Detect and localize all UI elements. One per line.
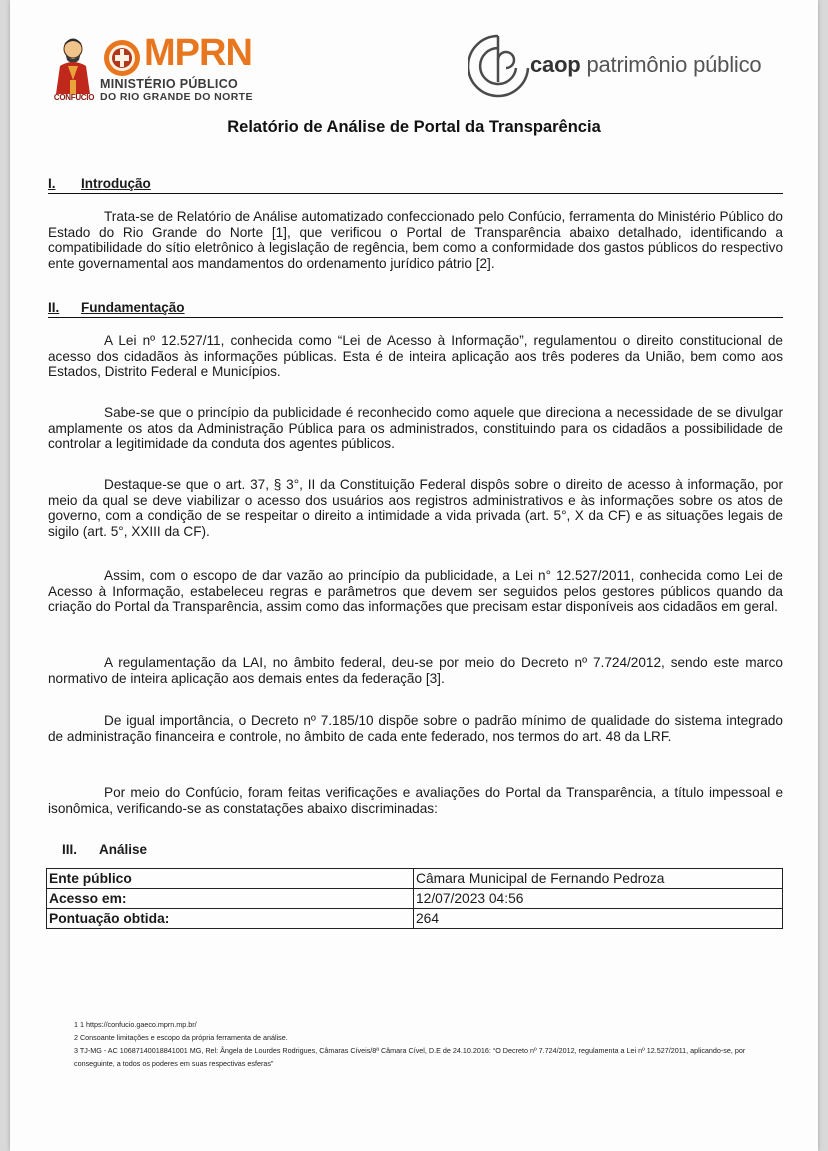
mp-name-line1: MINISTÉRIO PÚBLICO — [100, 77, 239, 91]
table-row — [47, 889, 783, 909]
paragraph: Por meio do Confúcio, foram feitas verificações e avaliações do Portal da Transparência, a título impessoal e isonômica, verificando-se as constatações abaixo discriminadas: — [48, 785, 783, 816]
table-key: Acesso em: — [47, 889, 414, 909]
caop-suffix: patrimônio público — [586, 52, 762, 77]
table-row — [47, 869, 783, 889]
caop-logo — [468, 30, 788, 110]
table-value: 12/07/2023 04:56 — [414, 889, 783, 909]
paragraph: A Lei nº 12.527/11, conhecida como “Lei de Acesso à Informação”, regulamentou o direito constitucional de acesso dos cidadãos às informações públicas. Esta é de inteira aplicação aos três poderes da União, bem como aos Estados, Distrito Federal e Municípios. — [48, 333, 783, 380]
paragraph: Trata-se de Relatório de Análise automatizado confeccionado pelo Confúcio, ferramenta do Ministério Público do Estado do Rio Grande do Norte [1], que verificou o Portal de Transparência abaixo detalhado, identificando a compatibilidade do sítio eletrônico à legislação de regência, bem como a conformidade dos gastos públicos do respectivo ente governamental aos mandamentos do ordenamento jurídico pátrio [2]. — [48, 209, 783, 271]
caop-prefix: caop — [530, 52, 581, 77]
section-number: III. — [62, 842, 78, 857]
table-key: Pontuação obtida: — [47, 909, 414, 929]
footnotes — [74, 1018, 786, 1070]
mprn-brand: MPRN — [144, 32, 252, 74]
table-key: Ente público — [47, 869, 414, 889]
paragraph: Assim, com o escopo de dar vazão ao princípio da publicidade, a Lei n° 12.527/2011, conhecida como Lei de Acesso à Informação, estabeleceu regras e parâmetros que devem ser seguidos pelos gestores públicos quando da criação do Portal da Transparência, assim como das informações que precisam estar disponíveis aos cidadãos em geral. — [48, 568, 783, 615]
section-label: Fundamentação — [81, 300, 185, 315]
header — [10, 0, 818, 110]
section-heading-analise — [62, 842, 147, 857]
table-row — [47, 909, 783, 929]
paragraph: Sabe-se que o princípio da publicidade é reconhecido como aquele que direciona a necessidade de se divulgar amplamente os atos da Administração Pública para os administrados, constituindo para os cidadãos a possibilidade de controlar a legitimidade da conduta dos agentes públicos. — [48, 405, 783, 452]
report-title: Relatório de Análise de Portal da Transparência — [227, 118, 601, 136]
confucio-mascot-icon — [48, 36, 98, 104]
section-number: I. — [48, 176, 56, 191]
paragraph: De igual importância, o Decreto nº 7.185/10 dispõe sobre o padrão mínimo de qualidade do sistema integrado de administração financeira e controle, no âmbito de cada ente federado, nos termos do art. 48 da LRF. — [48, 713, 783, 744]
table-value: Câmara Municipal de Fernando Pedroza — [414, 869, 783, 889]
section-heading-fundamentacao — [48, 300, 783, 318]
footnote: 1 1 https://confucio.gaeco.mprn.mp.br/ — [74, 1020, 197, 1029]
section-label: Análise — [99, 842, 148, 857]
caop-symbol-icon — [468, 30, 538, 106]
footnote: 2 Consoante limitações e escopo da própria ferramenta de análise. — [74, 1033, 288, 1042]
paragraph: Destaque-se que o art. 37, § 3°, II da Constituição Federal dispôs sobre o direito de acesso à informação, por meio da qual se deve viabilizar o acesso dos usuários aos registros administrativos e às informações sobre os atos de governo, com a condição de se respeitar o direito a intimidade a vida privada (art. 5°, X da CF) e as situações legais de sigilo (art. 5°, XXIII da CF). — [48, 477, 783, 539]
analysis-table — [46, 868, 783, 929]
confucio-label: CONFÚCIO — [53, 93, 95, 102]
mprn-logo — [48, 32, 258, 104]
caop-wordmark — [530, 52, 761, 78]
mp-emblem-icon — [102, 38, 142, 78]
footnote: 3 TJ-MG - AC 10687140018841001 MG, Rel: Ângela de Lourdes Rodrigues, Câmaras Cíveis/8ª Câmara Cível, D.E de 24.10.2016: “O Decreto nº 7.724/2012, regulamenta a Lei nº 12.527/2011, aplicando-se, por conseguinte, a todos os poderes em suas respectivas esferas” — [74, 1046, 746, 1068]
section-heading-introducao — [48, 176, 783, 194]
mp-name-line2: DO RIO GRANDE DO NORTE — [100, 91, 253, 103]
section-number: II. — [48, 300, 60, 315]
paragraph: A regulamentação da LAI, no âmbito federal, deu-se por meio do Decreto nº 7.724/2012, sendo este marco normativo de inteira aplicação aos demais entes da federação [3]. — [48, 655, 783, 686]
document-page — [10, 0, 818, 1151]
table-value: 264 — [414, 909, 783, 929]
section-label: Introdução — [81, 176, 151, 191]
